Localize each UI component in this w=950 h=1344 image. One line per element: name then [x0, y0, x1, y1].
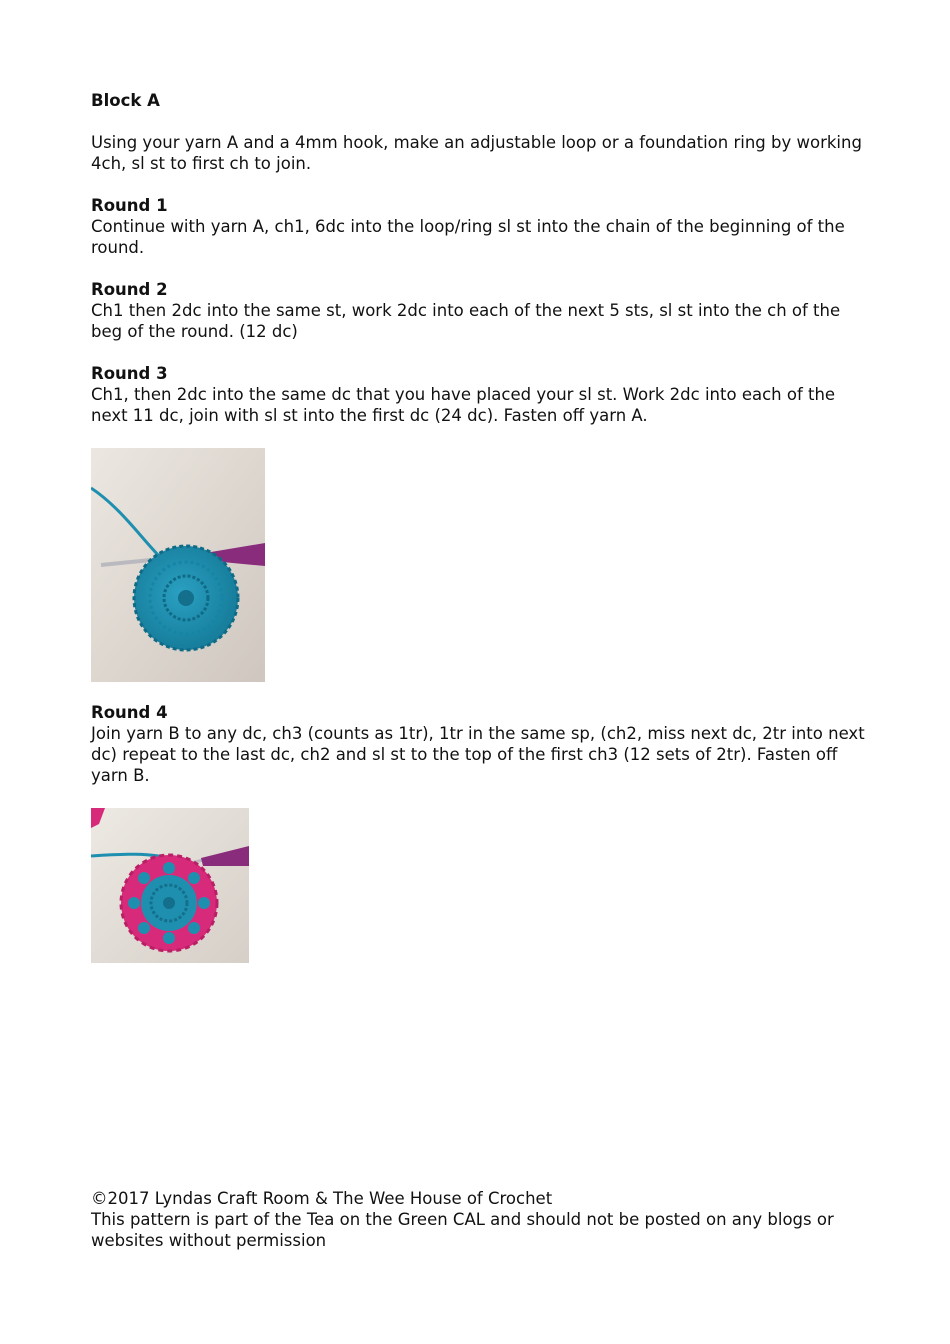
round-1-text: Continue with yarn A, ch1, 6dc into the loop/ring sl st into the chain of the beginning of the round. — [91, 217, 845, 257]
round-3-crochet-image — [91, 448, 265, 682]
round-3-photo — [91, 448, 871, 682]
intro-text: Using your yarn A and a 4mm hook, make an adjustable loop or a foundation ring by working 4ch, sl st to first ch to join. — [91, 133, 862, 173]
permission-notice: This pattern is part of the Tea on the Green CAL and should not be posted on any blogs or websites without permission — [91, 1210, 834, 1250]
round-4-title: Round 4 — [91, 703, 168, 722]
round-4-crochet-image — [91, 808, 249, 963]
round-2-text: Ch1 then 2dc into the same st, work 2dc into each of the next 5 sts, sl st into the ch of the beg of the round. (12 dc) — [91, 301, 841, 341]
round-3-text: Ch1, then 2dc into the same dc that you have placed your sl st. Work 2dc into each of the next 11 dc, join with sl st into the first dc (24 dc). Fasten off yarn A. — [91, 385, 836, 425]
pattern-page — [91, 90, 871, 963]
footer — [91, 1188, 891, 1251]
round-1-title: Round 1 — [91, 196, 168, 215]
round-2-title: Round 2 — [91, 280, 168, 299]
round-4-photo — [91, 808, 871, 963]
block-title: Block A — [91, 91, 160, 110]
round-4-text: Join yarn B to any dc, ch3 (counts as 1tr), 1tr in the same sp, (ch2, miss next dc, 2tr into next dc) repeat to the last dc, ch2 and sl st to the top of the first ch3 (12 sets of 2tr). Fasten off yarn B. — [91, 724, 865, 785]
round-3-title: Round 3 — [91, 364, 168, 383]
copyright-text: ©2017 Lyndas Craft Room & The Wee House of Crochet — [91, 1189, 553, 1208]
